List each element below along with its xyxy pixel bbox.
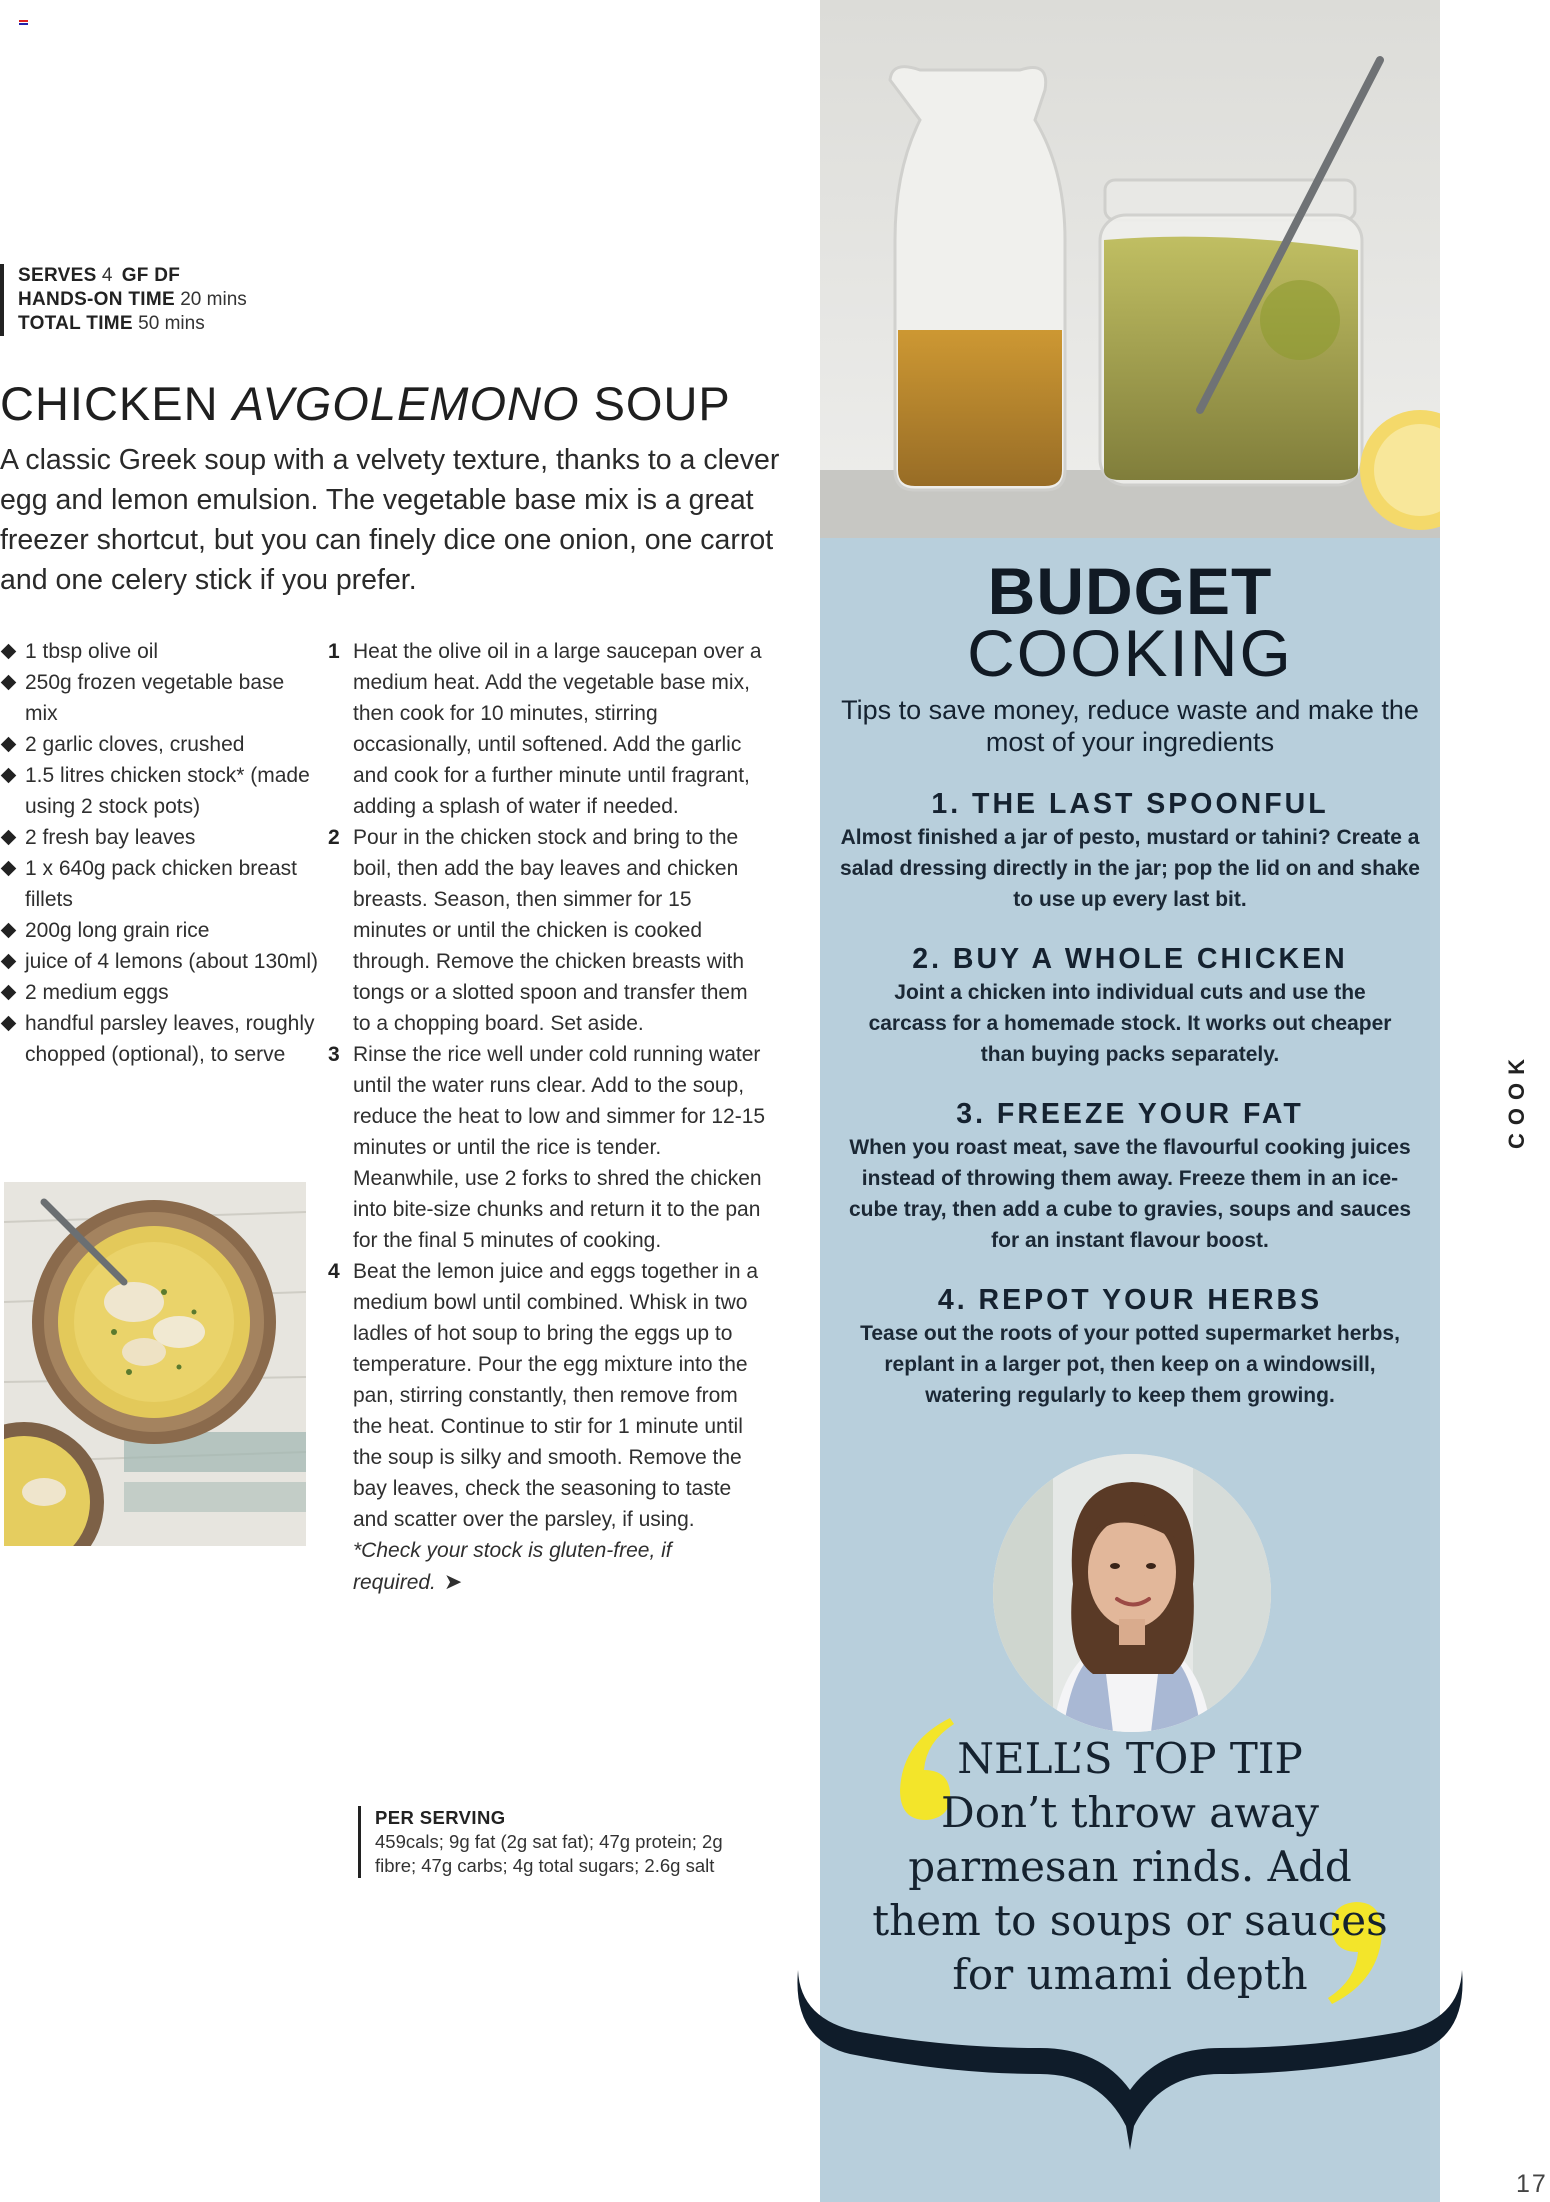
ingredient-item: 1.5 litres chicken stock* (made using 2 stock pots) (0, 760, 320, 822)
budget-cooking-title: BUDGET COOKING (967, 554, 1293, 690)
jar-photo (820, 0, 1440, 538)
tip-repot-herbs (820, 1282, 1440, 1411)
method-step: 2 Pour in the chicken stock and bring to the boil, then add the bay leaves and chicken breasts. Season, then simmer for 15 minutes or until the chicken is cooked through. Remove the chicken breasts with tongs or a slotted spoon and transfer them to a chopping board. Set aside. (328, 826, 748, 1035)
tip-whole-chicken (820, 941, 1440, 1070)
nutrition-values: 459cals; 9g fat (2g sat fat); 47g protein; 2g fibre; 47g carbs; 4g total sugars; 2.6g salt (375, 1831, 723, 1876)
ingredient-item: 1 x 640g pack chicken breast fillets (0, 853, 320, 915)
total-time-line: TOTAL TIME 50 mins (18, 313, 205, 334)
tip-heading: 3. FREEZE YOUR FAT (956, 1098, 1304, 1130)
nutrition-label: PER SERVING (375, 1807, 506, 1828)
tip-body: Tease out the roots of your potted supermarket herbs, replant in a larger pot, then keep on a windowsill, watering regularly to keep them growing. (860, 1322, 1400, 1407)
tip-heading: 2. BUY A WHOLE CHICKEN (912, 943, 1348, 975)
method-step: 3 Rinse the rice well under cold running water until the water runs clear. Add to the soup, reduce the heat to low and simmer for 12-15 minutes or until the rice is tender. Meanwhile, use 2 forks to shred the chicken into bite-size chunks and return it to the pan for the final 5 minutes of cooking. (328, 1043, 766, 1252)
tip-body: When you roast meat, save the flavourful cooking juices instead of throwing them away. Freeze them in an ice-cube tray, then add a cube to gravies, soups and sauces for an instant flavour boost. (848, 1136, 1412, 1252)
ingredient-list (0, 636, 320, 1070)
ingredient-item: 250g frozen vegetable base mix (0, 667, 320, 729)
soup-photo (4, 1182, 306, 1546)
ingredient-item: 2 medium eggs (0, 977, 320, 1008)
tip-last-spoonful (820, 786, 1440, 915)
ingredient-item: 2 fresh bay leaves (0, 822, 320, 853)
contributor-portrait (993, 1454, 1271, 1732)
ingredient-item: 1 tbsp olive oil (0, 636, 320, 667)
recipe-intro: A classic Greek soup with a velvety texture, thanks to a clever egg and lemon emulsion. The vegetable base mix is a great freezer shortcut, but you can finely dice one onion, one carrot and one celery stick if you prefer. (0, 444, 780, 596)
nutrition-box (358, 1806, 758, 1878)
curly-brace-icon (790, 1970, 1470, 2160)
ingredient-item: 2 garlic cloves, crushed (0, 729, 320, 760)
hands-on-time-line: HANDS-ON TIME 20 mins (18, 289, 247, 310)
ingredient-item: 200g long grain rice (0, 915, 320, 946)
tip-body: Almost finished a jar of pesto, mustard or tahini? Create a salad dressing directly in the jar; pop the lid on and shake to use up every last bit. (840, 826, 1420, 911)
tip-heading: 4. REPOT YOUR HERBS (937, 1284, 1323, 1316)
ingredient-item: juice of 4 lemons (about 130ml) (0, 946, 320, 977)
quote-body: Don’t throw away parmesan rinds. Add them to soups or sauces for umami depth (872, 1788, 1388, 1999)
recipe-meta (0, 264, 247, 336)
tip-body: Joint a chicken into individual cuts and use the carcass for a homemade stock. It works out cheaper than buying packs separately. (868, 981, 1392, 1066)
section-tab-cook: COOK (1504, 1051, 1529, 1149)
method-step: 1 Heat the olive oil in a large saucepan over a medium heat. Add the vegetable base mix, then cook for 10 minutes, stirring occasionally, until softened. Add the garlic and cook for a further minute until fragrant, adding a splash of water if needed. (328, 640, 762, 818)
top-tip-quote (820, 1732, 1440, 2002)
page-number: 17 (1516, 2170, 1548, 2198)
serves-line: SERVES 4 GF DF (18, 265, 181, 286)
ingredient-item: handful parsley leaves, roughly chopped (optional), to serve (0, 1008, 320, 1070)
stock-footnote: *Check your stock is gluten-free, if required. ➤ (353, 1539, 672, 1594)
arrow-right-icon: ➤ (443, 1569, 463, 1594)
tip-heading: 1. THE LAST SPOONFUL (931, 788, 1329, 820)
method-steps (328, 636, 768, 1598)
tip-freeze-fat (820, 1096, 1440, 1256)
corner-flag-mark (19, 20, 28, 27)
recipe-title: CHICKEN AVGOLEMONO SOUP (0, 377, 731, 430)
budget-cooking-subtitle: Tips to save money, reduce waste and make the most of your ingredients (841, 695, 1419, 757)
method-step: 4 Beat the lemon juice and eggs together in a medium bowl until combined. Whisk in two ladles of hot soup to bring the eggs up to temperature. Pour the egg mixture into the pan, stirring constantly, then remove from the heat. Continue to stir for 1 minute until the soup is silky and smooth. Remove the bay leaves, check the seasoning to taste and scatter over the parsley, if using. (328, 1260, 759, 1531)
quote-heading: NELL’S TOP TIP (957, 1734, 1303, 1783)
